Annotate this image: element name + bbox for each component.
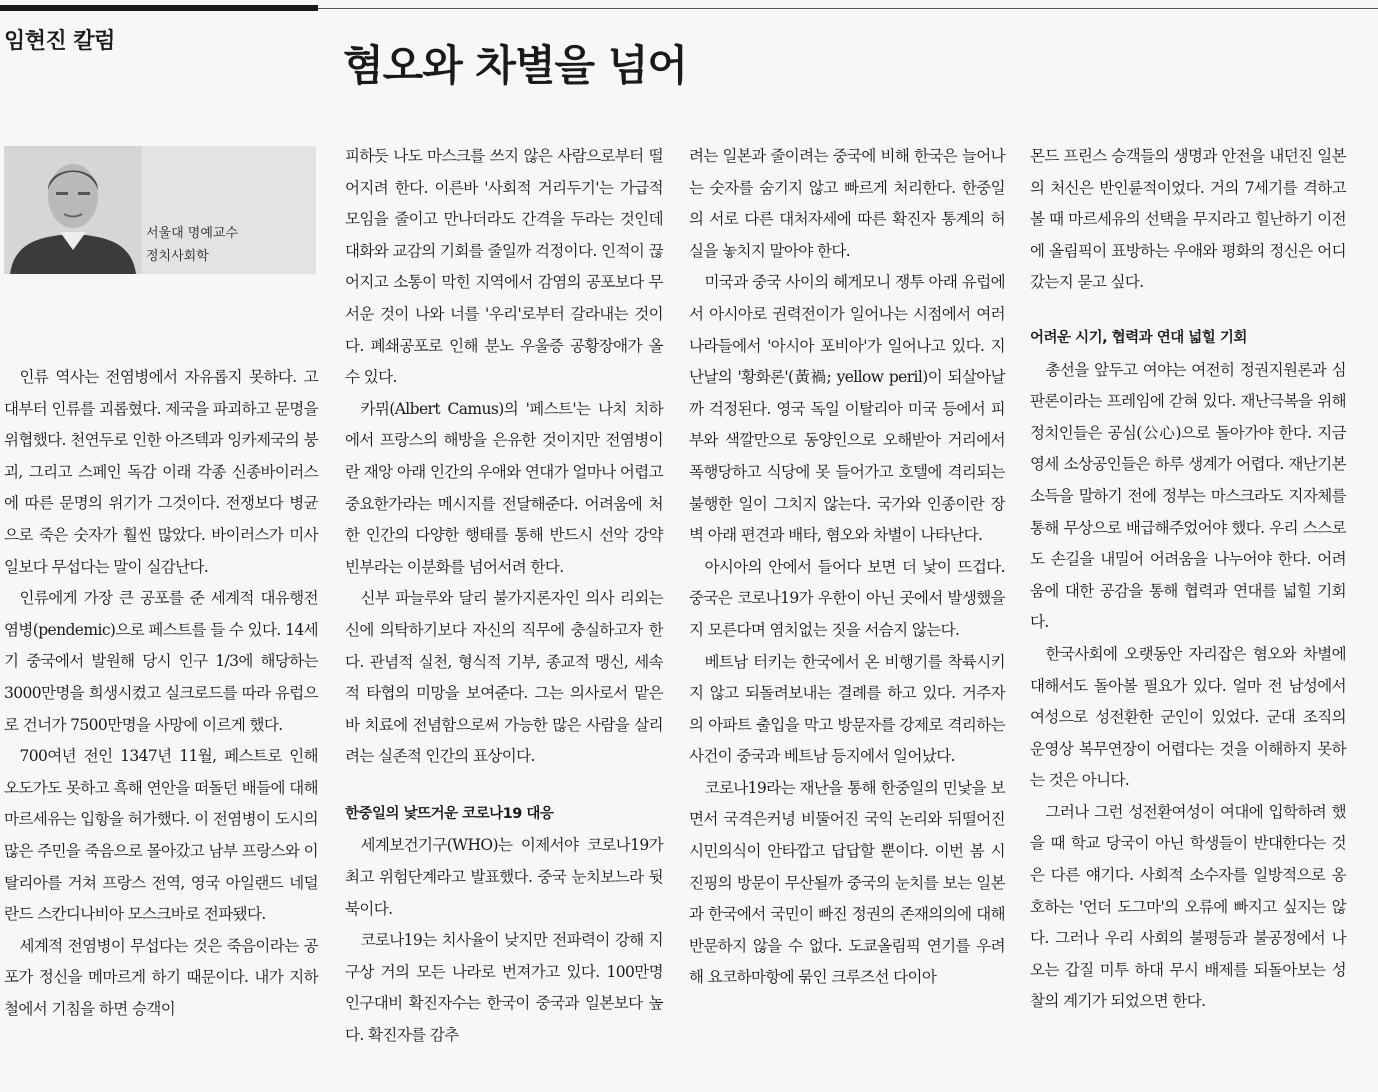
article-column-1: [4, 362, 318, 1025]
paragraph: 카뮈(Albert Camus)의 '페스트'는 나치 치하에서 프랑스의 해방을 은유한 것이지만 전염병이란 재앙 아래 인간의 우애와 연대가 얼마나 어렵고 중요한가라는 메시지를 전달해준다. 어려움에 처한 인간의 다양한 행태를 통해 반드시 선악 강약 빈부라는 이분화를 넘어서려 한다.: [345, 399, 663, 576]
subheading: 한중일의 낯뜨거운 코로나19 대응: [345, 805, 554, 822]
paragraph: 아시아의 안에서 들어다 보면 더 낯이 뜨겁다. 중국은 코로나19가 우한이 아닌 곳에서 발생했을지 모른다며 염치없는 짓을 서슴지 않는다.: [689, 557, 1005, 639]
paragraph: 인류에게 가장 큰 공포를 준 세계적 대유행전염병(pendemic)으로 페스트를 들 수 있다. 14세기 중국에서 발원해 당시 인구 1/3에 해당하는 3000만명을 희생시켰고 실크로드를 따라 유럽으로 건너가 7500만명을 사망에 이르게 했다.: [4, 589, 318, 734]
paragraph: 그러나 그런 성전환여성이 여대에 입학하려 했을 때 학교 당국이 아닌 학생들이 반대한다는 것은 다른 얘기다. 사회적 소수자를 일방적으로 옹호하는 '언더 도그마'의 오류에 빠지고 싶지는 않다. 그러나 우리 사회의 불평등과 불공정에서 나오는 갑질 미투 하대 무시 배제를 되돌아보는 성찰의 계기가 되었으면 한다.: [1030, 802, 1346, 1011]
paragraph: 코로나19는 치사율이 낮지만 전파력이 강해 지구상 거의 모든 나라로 번져가고 있다. 100만명 인구대비 확진자수는 한국이 중국과 일본보다 높다. 확진자를 감추: [345, 931, 663, 1045]
column-label: 임현진 칼럼: [4, 29, 115, 54]
headline: 혐오와 차별을 넘어: [343, 41, 687, 90]
subheading: 어려운 시기, 협력과 연대 넓힐 기회: [1030, 329, 1247, 346]
header-rule-thick: [0, 5, 318, 11]
author-credit: [146, 222, 238, 268]
paragraph: 세계보건기구(WHO)는 이제서야 코로나19가 최고 위험단계라고 발표했다. 중국 눈치보느라 뒷북이다.: [345, 836, 663, 918]
article-column-4: [1030, 141, 1346, 1018]
author-box: [4, 146, 316, 274]
paragraph: 700여년 전인 1347년 11월, 페스트로 인해 오도가도 못하고 흑해 연안을 떠돌던 배들에 대해 마르세유는 입항을 허가했다. 이 전염병이 도시의 많은 주민을 죽음으로 몰아갔고 남부 프랑스와 이탈리아를 거쳐 프랑스 전역, 영국 아일랜드 네덜란드 스칸디나비아 모스크바로 전파됐다.: [4, 747, 318, 924]
paragraph: 몬드 프린스 승객들의 생명과 안전을 내던진 일본의 처신은 반인륜적이었다. 거의 7세기를 격하고 볼 때 마르세유의 선택을 무지라고 힐난하기 이전에 올림픽이 표방하는 우애와 평화의 정신은 어디 갔는지 묻고 싶다.: [1030, 147, 1346, 292]
paragraph: 인류 역사는 전염병에서 자유롭지 못하다. 고대부터 인류를 괴롭혔다. 제국을 파괴하고 문명을 위협했다. 천연두로 인한 아즈텍과 잉카제국의 붕괴, 그리고 스페인 독감 이래 각종 신종바이러스에 따른 문명의 위기가 그것이다. 전쟁보다 병균으로 죽은 숫자가 훨씬 많았다. 바이러스가 미사일보다 무섭다는 말이 실감난다.: [4, 368, 318, 576]
article-column-3: [689, 141, 1005, 994]
paragraph: 한국사회에 오랫동안 자리잡은 혐오와 차별에 대해서도 돌아볼 필요가 있다. 얼마 전 남성에서 여성으로 성전환한 군인이 있었다. 군대 조직의 운영상 복무연장이 어렵다는 것을 이해하지 못하는 것은 아니다.: [1030, 644, 1346, 790]
author-affiliation: 서울대 명예교수: [146, 226, 239, 241]
paragraph: 미국과 중국 사이의 헤게모니 쟁투 아래 유럽에서 아시아로 권력전이가 일어나는 시점에서 여러 나라들에서 '아시아 포비아'가 일어나고 있다. 지난날의 '황화론'(黃禍; yellow peril)이 되살아날까 걱정된다. 영국 독일 이탈리아 미국 등에서 피부와 색깔만으로 동양인으로 오해받아 거리에서 폭행당하고 식당에 못 들어가고 호텔에 격리되는 불행한 일이 그치지 않는다. 국가와 인종이란 장벽 아래 편견과 배타, 혐오와 차별이 나타난다.: [689, 273, 1005, 545]
paragraph: 베트남 터키는 한국에서 온 비행기를 착륙시키지 않고 되돌려보내는 결례를 하고 있다. 거주자의 아파트 출입을 막고 방문자를 강제로 격리하는 사건이 중국과 베트남 등지에서 일어났다.: [689, 652, 1005, 766]
author-field: 정치사회학: [146, 249, 209, 264]
article-column-2: [345, 141, 663, 1052]
paragraph: 려는 일본과 줄이려는 중국에 비해 한국은 늘어나는 숫자를 숨기지 않고 빠르게 처리한다. 한중일의 서로 다른 대처자세에 따른 확진자 통계의 허실을 놓치지 말아야 한다.: [689, 147, 1005, 260]
paragraph: 피하듯 나도 마스크를 쓰지 않은 사람으로부터 떨어지려 한다. 이른바 '사회적 거리두기'는 가급적 모임을 줄이고 만나더라도 간격을 두라는 것인데 대화와 교감의 기회를 줄일까 걱정이다. 인적이 끊어지고 소통이 막힌 지역에서 감염의 공포보다 무서운 것이 나와 너를 '우리'로부터 갈라내는 것이다. 폐쇄공포로 인해 분노 우울증 공황장애가 올 수 있다.: [345, 147, 663, 387]
author-photo: [4, 146, 142, 274]
paragraph: 총선을 앞두고 여야는 여전히 정권지원론과 심판론이라는 프레임에 갇혀 있다. 재난극복을 위해 정치인들은 공심(公心)으로 돌아가야 한다. 지금 영세 소상공인들은 하루 생계가 어렵다. 재난기본소득을 말하기 전에 정부는 마스크라도 지자체를 통해 무상으로 배급해주었어야 했다. 우리 스스로도 손길을 내밀어 어려움을 나누어야 한다. 어려움에 대한 공감을 통해 협력과 연대를 넓힐 기회다.: [1030, 360, 1346, 632]
paragraph: 코로나19라는 재난을 통해 한중일의 민낯을 보면서 국격은커녕 비뚤어진 국익 논리와 뒤떨어진 시민의식이 안타깝고 답답할 뿐이다. 이번 봄 시진핑의 방문이 무산될까 중국의 눈치를 보는 일본과 한국에서 국민이 빠진 정권의 존재의의에 대해 반문하지 않을 수 없다. 도쿄올림픽 연기를 우려해 요코하마항에 묶인 크루즈선 다이아: [689, 778, 1005, 987]
paragraph: 세계적 전염병이 무섭다는 것은 죽음이라는 공포가 정신을 메마르게 하기 때문이다. 내가 지하철에서 기침을 하면 승객이: [4, 936, 318, 1018]
paragraph: 신부 파늘루와 달리 불가지론자인 의사 리외는 신에 의탁하기보다 자신의 직무에 충실하고자 한다. 관념적 실천, 형식적 기부, 종교적 맹신, 세속적 타협의 미망을 보여준다. 그는 의사로서 맡은 바 치료에 전념함으로써 가능한 많은 사람을 살리려는 실존적 인간의 표상이다.: [345, 589, 663, 766]
header-rule-thin: [318, 8, 1378, 9]
